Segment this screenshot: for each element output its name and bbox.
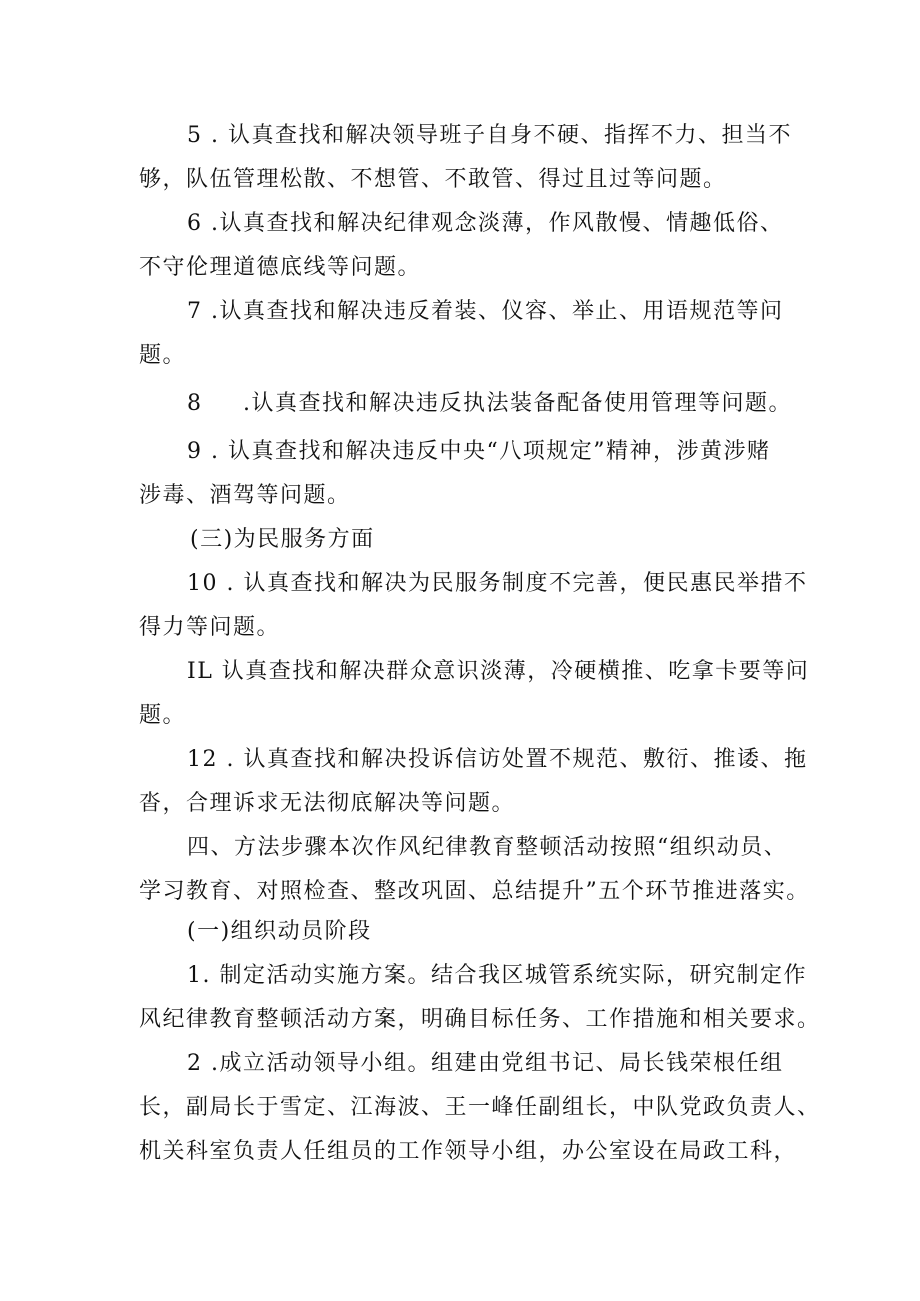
text-line-13: 题。 xyxy=(139,703,187,728)
text-line-7: .认真查找和解决违反执法装备配备使用管理等问题。 xyxy=(243,391,792,416)
text-line-14: 12 . 认真查找和解决投诉信访处置不规范、敷衍、推诿、拖 xyxy=(187,747,808,772)
text-line-16: 四、方法步骤本次作风纪律教育整顿活动按照“组织动员、 xyxy=(187,835,788,860)
text-line-7-number: 8 xyxy=(187,391,203,416)
text-line-2: 够，队伍管理松散、不想管、不敢管、得过且过等问题。 xyxy=(139,167,727,192)
text-line-22: 机关科室负责人任组员的工作领导小组，办公室设在局政工科， xyxy=(139,1139,798,1164)
text-line-10: 10 . 认真查找和解决为民服务制度不完善，便民惠民举措不 xyxy=(187,571,808,596)
text-line-11: 得力等问题。 xyxy=(139,615,281,640)
text-line-17: 学习教育、对照检查、整改巩固、总结提升”五个环节推进落实。 xyxy=(139,879,810,904)
text-line-21: 长，副局长于雪定、江海波、王一峰任副组长，中队党政负责人、 xyxy=(139,1095,821,1120)
text-line-18: 1. 制定活动实施方案。结合我区城管系统实际，研究制定作 xyxy=(187,963,807,988)
section-heading-service: (三)为民服务方面 xyxy=(190,527,375,552)
text-line-12: IL 认真查找和解决群众意识淡薄，冷硬横推、吃拿卡要等问 xyxy=(187,659,810,684)
text-line-4: 不守伦理道德底线等问题。 xyxy=(139,255,422,280)
text-line-19: 风纪律教育整顿活动方案，明确目标任务、工作措施和相关要求。 xyxy=(139,1007,821,1032)
text-line-1: 5 . 认真查找和解决领导班子自身不硬、指挥不力、担当不 xyxy=(187,123,792,148)
text-line-9: 涉毒、酒驾等问题。 xyxy=(139,483,351,508)
text-line-15: 沓，合理诉求无法彻底解决等问题。 xyxy=(139,791,516,816)
section-heading-mobilization: (一)组织动员阶段 xyxy=(187,919,372,944)
text-line-3: 6 .认真查找和解决纪律观念淡薄，作风散慢、情趣低俗、 xyxy=(187,211,784,236)
text-line-8: 9 . 认真查找和解决违反中央“八项规定”精神，涉黄涉赌 xyxy=(187,439,771,464)
text-line-5: 7 .认真查找和解决违反着装、仪容、举止、用语规范等问 xyxy=(187,299,784,324)
text-line-6: 题。 xyxy=(139,343,187,368)
text-line-20: 2 .成立活动领导小组。组建由党组书记、局长钱荣根任组 xyxy=(187,1051,784,1076)
